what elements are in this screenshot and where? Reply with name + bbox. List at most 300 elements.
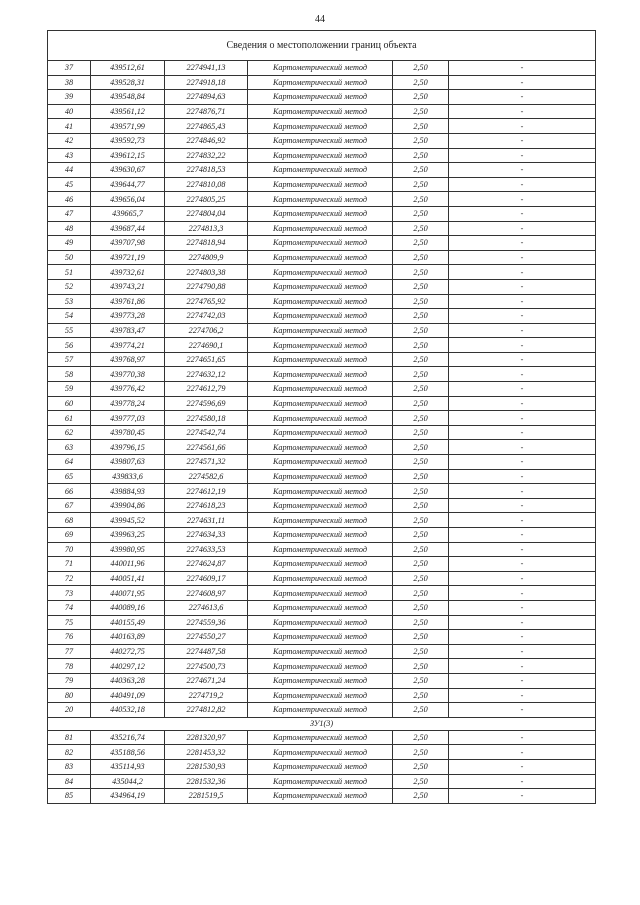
point-number-cell: 54	[48, 309, 91, 324]
table-row	[48, 148, 596, 163]
x-coordinate-cell: 440011,96	[91, 557, 165, 572]
description-cell: -	[449, 221, 596, 236]
method-cell: Картометрический метод	[248, 382, 393, 397]
x-coordinate-cell: 439777,03	[91, 411, 165, 426]
y-coordinate-cell: 2274651,65	[165, 352, 248, 367]
point-number-cell: 77	[48, 644, 91, 659]
table-row	[48, 513, 596, 528]
x-coordinate-cell: 439963,25	[91, 528, 165, 543]
table-row	[48, 673, 596, 688]
table-title: Сведения о местоположении границ объекта	[48, 31, 596, 61]
point-number-cell: 73	[48, 586, 91, 601]
description-cell: -	[449, 703, 596, 718]
accuracy-cell: 2,50	[393, 455, 449, 470]
section-row-group	[48, 717, 596, 730]
point-number-cell: 63	[48, 440, 91, 455]
y-coordinate-cell: 2274612,79	[165, 382, 248, 397]
description-cell: -	[449, 542, 596, 557]
accuracy-cell: 2,50	[393, 352, 449, 367]
point-number-cell: 55	[48, 323, 91, 338]
y-coordinate-cell: 2274810,08	[165, 177, 248, 192]
accuracy-cell: 2,50	[393, 192, 449, 207]
x-coordinate-cell: 439665,7	[91, 206, 165, 221]
description-cell: -	[449, 789, 596, 804]
method-cell: Картометрический метод	[248, 659, 393, 674]
accuracy-cell: 2,50	[393, 163, 449, 178]
table-row	[48, 90, 596, 105]
table-row	[48, 177, 596, 192]
point-number-cell: 46	[48, 192, 91, 207]
point-number-cell: 57	[48, 352, 91, 367]
table-row	[48, 119, 596, 134]
y-coordinate-cell: 2274818,53	[165, 163, 248, 178]
point-number-cell: 51	[48, 265, 91, 280]
x-coordinate-cell: 440272,75	[91, 644, 165, 659]
method-cell: Картометрический метод	[248, 279, 393, 294]
y-coordinate-cell: 2274580,18	[165, 411, 248, 426]
y-coordinate-cell: 2281453,32	[165, 745, 248, 760]
x-coordinate-cell: 439721,19	[91, 250, 165, 265]
description-cell: -	[449, 557, 596, 572]
table-row	[48, 163, 596, 178]
description-cell: -	[449, 382, 596, 397]
description-cell: -	[449, 265, 596, 280]
point-number-cell: 56	[48, 338, 91, 353]
accuracy-cell: 2,50	[393, 644, 449, 659]
accuracy-cell: 2,50	[393, 730, 449, 745]
description-cell: -	[449, 294, 596, 309]
accuracy-cell: 2,50	[393, 206, 449, 221]
y-coordinate-cell: 2274559,36	[165, 615, 248, 630]
point-number-cell: 81	[48, 730, 91, 745]
x-coordinate-cell: 439807,63	[91, 455, 165, 470]
y-coordinate-cell: 2274832,22	[165, 148, 248, 163]
y-coordinate-cell: 2274894,63	[165, 90, 248, 105]
x-coordinate-cell: 440297,12	[91, 659, 165, 674]
table-row	[48, 615, 596, 630]
table-row	[48, 396, 596, 411]
method-cell: Картометрический метод	[248, 469, 393, 484]
y-coordinate-cell: 2274690,1	[165, 338, 248, 353]
point-number-cell: 70	[48, 542, 91, 557]
accuracy-cell: 2,50	[393, 774, 449, 789]
table-row	[48, 61, 596, 76]
table-row	[48, 659, 596, 674]
y-coordinate-cell: 2281530,93	[165, 759, 248, 774]
point-number-cell: 44	[48, 163, 91, 178]
y-coordinate-cell: 2274812,82	[165, 703, 248, 718]
accuracy-cell: 2,50	[393, 382, 449, 397]
description-cell: -	[449, 513, 596, 528]
accuracy-cell: 2,50	[393, 759, 449, 774]
description-cell: -	[449, 644, 596, 659]
point-number-cell: 75	[48, 615, 91, 630]
method-cell: Картометрический метод	[248, 206, 393, 221]
table-row	[48, 352, 596, 367]
y-coordinate-cell: 2274813,3	[165, 221, 248, 236]
method-cell: Картометрический метод	[248, 498, 393, 513]
table-row	[48, 630, 596, 645]
x-coordinate-cell: 440163,89	[91, 630, 165, 645]
point-number-cell: 79	[48, 673, 91, 688]
accuracy-cell: 2,50	[393, 673, 449, 688]
method-cell: Картометрический метод	[248, 177, 393, 192]
section-row	[48, 717, 596, 730]
x-coordinate-cell: 440491,09	[91, 688, 165, 703]
point-number-cell: 72	[48, 571, 91, 586]
method-cell: Картометрический метод	[248, 309, 393, 324]
method-cell: Картометрический метод	[248, 367, 393, 382]
method-cell: Картометрический метод	[248, 673, 393, 688]
x-coordinate-cell: 439528,31	[91, 75, 165, 90]
y-coordinate-cell: 2281320,97	[165, 730, 248, 745]
table-row	[48, 382, 596, 397]
x-coordinate-cell: 439945,52	[91, 513, 165, 528]
method-cell: Картометрический метод	[248, 730, 393, 745]
method-cell: Картометрический метод	[248, 352, 393, 367]
table-row	[48, 309, 596, 324]
accuracy-cell: 2,50	[393, 542, 449, 557]
description-cell: -	[449, 469, 596, 484]
table-row	[48, 133, 596, 148]
table-row	[48, 557, 596, 572]
description-cell: -	[449, 104, 596, 119]
x-coordinate-cell: 435216,74	[91, 730, 165, 745]
table-row	[48, 528, 596, 543]
point-number-cell: 42	[48, 133, 91, 148]
description-cell: -	[449, 586, 596, 601]
point-number-cell: 85	[48, 789, 91, 804]
page-number: 44	[315, 14, 325, 25]
method-cell: Картометрический метод	[248, 323, 393, 338]
table-row	[48, 745, 596, 760]
point-number-cell: 37	[48, 61, 91, 76]
y-coordinate-cell: 2274765,92	[165, 294, 248, 309]
description-cell: -	[449, 455, 596, 470]
y-coordinate-cell: 2274790,88	[165, 279, 248, 294]
point-number-cell: 67	[48, 498, 91, 513]
description-cell: -	[449, 250, 596, 265]
accuracy-cell: 2,50	[393, 75, 449, 90]
method-cell: Картометрический метод	[248, 600, 393, 615]
table-row	[48, 644, 596, 659]
x-coordinate-cell: 439770,38	[91, 367, 165, 382]
table-row	[48, 498, 596, 513]
table-row	[48, 104, 596, 119]
point-number-cell: 76	[48, 630, 91, 645]
table-row	[48, 730, 596, 745]
accuracy-cell: 2,50	[393, 528, 449, 543]
point-number-cell: 39	[48, 90, 91, 105]
y-coordinate-cell: 2274550,27	[165, 630, 248, 645]
x-coordinate-cell: 439768,97	[91, 352, 165, 367]
point-number-cell: 62	[48, 425, 91, 440]
point-number-cell: 53	[48, 294, 91, 309]
y-coordinate-cell: 2274561,66	[165, 440, 248, 455]
description-cell: -	[449, 600, 596, 615]
x-coordinate-cell: 440532,18	[91, 703, 165, 718]
method-cell: Картометрический метод	[248, 265, 393, 280]
accuracy-cell: 2,50	[393, 703, 449, 718]
point-number-cell: 59	[48, 382, 91, 397]
description-cell: -	[449, 133, 596, 148]
method-cell: Картометрический метод	[248, 163, 393, 178]
method-cell: Картометрический метод	[248, 440, 393, 455]
point-number-cell: 41	[48, 119, 91, 134]
method-cell: Картометрический метод	[248, 133, 393, 148]
accuracy-cell: 2,50	[393, 133, 449, 148]
accuracy-cell: 2,50	[393, 600, 449, 615]
x-coordinate-cell: 439743,21	[91, 279, 165, 294]
point-number-cell: 38	[48, 75, 91, 90]
y-coordinate-cell: 2274803,38	[165, 265, 248, 280]
description-cell: -	[449, 759, 596, 774]
accuracy-cell: 2,50	[393, 338, 449, 353]
x-coordinate-cell: 440363,28	[91, 673, 165, 688]
accuracy-cell: 2,50	[393, 250, 449, 265]
accuracy-cell: 2,50	[393, 265, 449, 280]
x-coordinate-cell: 439592,73	[91, 133, 165, 148]
accuracy-cell: 2,50	[393, 440, 449, 455]
table-row	[48, 703, 596, 718]
x-coordinate-cell: 440089,16	[91, 600, 165, 615]
description-cell: -	[449, 630, 596, 645]
accuracy-cell: 2,50	[393, 309, 449, 324]
method-cell: Картометрический метод	[248, 557, 393, 572]
description-cell: -	[449, 323, 596, 338]
point-number-cell: 82	[48, 745, 91, 760]
method-cell: Картометрический метод	[248, 294, 393, 309]
table-row	[48, 411, 596, 426]
y-coordinate-cell: 2274719,2	[165, 688, 248, 703]
table-body-part-1	[48, 61, 596, 718]
x-coordinate-cell: 439776,42	[91, 382, 165, 397]
method-cell: Картометрический метод	[248, 411, 393, 426]
description-cell: -	[449, 367, 596, 382]
x-coordinate-cell: 439783,47	[91, 323, 165, 338]
x-coordinate-cell: 439707,98	[91, 236, 165, 251]
table-row	[48, 542, 596, 557]
point-number-cell: 65	[48, 469, 91, 484]
point-number-cell: 45	[48, 177, 91, 192]
description-cell: -	[449, 745, 596, 760]
y-coordinate-cell: 2274608,97	[165, 586, 248, 601]
section-label: ЗУ1(3)	[48, 717, 596, 730]
y-coordinate-cell: 2281519,5	[165, 789, 248, 804]
point-number-cell: 49	[48, 236, 91, 251]
method-cell: Картометрический метод	[248, 644, 393, 659]
y-coordinate-cell: 2274846,92	[165, 133, 248, 148]
accuracy-cell: 2,50	[393, 294, 449, 309]
table-row	[48, 323, 596, 338]
accuracy-cell: 2,50	[393, 484, 449, 499]
point-number-cell: 69	[48, 528, 91, 543]
description-cell: -	[449, 352, 596, 367]
method-cell: Картометрический метод	[248, 221, 393, 236]
accuracy-cell: 2,50	[393, 688, 449, 703]
accuracy-cell: 2,50	[393, 367, 449, 382]
method-cell: Картометрический метод	[248, 528, 393, 543]
table-row	[48, 367, 596, 382]
point-number-cell: 84	[48, 774, 91, 789]
accuracy-cell: 2,50	[393, 396, 449, 411]
accuracy-cell: 2,50	[393, 104, 449, 119]
description-cell: -	[449, 774, 596, 789]
description-cell: -	[449, 484, 596, 499]
point-number-cell: 64	[48, 455, 91, 470]
x-coordinate-cell: 439656,04	[91, 192, 165, 207]
table-row	[48, 455, 596, 470]
description-cell: -	[449, 571, 596, 586]
boundary-table-sheet	[47, 30, 595, 804]
description-cell: -	[449, 206, 596, 221]
method-cell: Картометрический метод	[248, 338, 393, 353]
description-cell: -	[449, 90, 596, 105]
accuracy-cell: 2,50	[393, 148, 449, 163]
x-coordinate-cell: 440071,95	[91, 586, 165, 601]
boundary-coordinates-table	[47, 30, 596, 804]
method-cell: Картометрический метод	[248, 745, 393, 760]
x-coordinate-cell: 435114,93	[91, 759, 165, 774]
point-number-cell: 20	[48, 703, 91, 718]
method-cell: Картометрический метод	[248, 425, 393, 440]
y-coordinate-cell: 2274582,6	[165, 469, 248, 484]
table-row	[48, 236, 596, 251]
table-row	[48, 75, 596, 90]
x-coordinate-cell: 435044,2	[91, 774, 165, 789]
x-coordinate-cell: 439774,21	[91, 338, 165, 353]
x-coordinate-cell: 435188,56	[91, 745, 165, 760]
table-row	[48, 206, 596, 221]
method-cell: Картометрический метод	[248, 119, 393, 134]
table-row	[48, 250, 596, 265]
accuracy-cell: 2,50	[393, 469, 449, 484]
method-cell: Картометрический метод	[248, 148, 393, 163]
y-coordinate-cell: 2274596,69	[165, 396, 248, 411]
y-coordinate-cell: 2274865,43	[165, 119, 248, 134]
method-cell: Картометрический метод	[248, 571, 393, 586]
table-title-row	[48, 31, 596, 61]
method-cell: Картометрический метод	[248, 396, 393, 411]
y-coordinate-cell: 2274634,33	[165, 528, 248, 543]
y-coordinate-cell: 2274500,73	[165, 659, 248, 674]
y-coordinate-cell: 2274804,04	[165, 206, 248, 221]
description-cell: -	[449, 61, 596, 76]
description-cell: -	[449, 528, 596, 543]
y-coordinate-cell: 2274613,6	[165, 600, 248, 615]
y-coordinate-cell: 2274876,71	[165, 104, 248, 119]
description-cell: -	[449, 615, 596, 630]
accuracy-cell: 2,50	[393, 571, 449, 586]
point-number-cell: 47	[48, 206, 91, 221]
y-coordinate-cell: 2274609,17	[165, 571, 248, 586]
accuracy-cell: 2,50	[393, 557, 449, 572]
y-coordinate-cell: 2274918,18	[165, 75, 248, 90]
table-row	[48, 789, 596, 804]
description-cell: -	[449, 688, 596, 703]
point-number-cell: 71	[48, 557, 91, 572]
accuracy-cell: 2,50	[393, 513, 449, 528]
x-coordinate-cell: 439833,6	[91, 469, 165, 484]
x-coordinate-cell: 439548,84	[91, 90, 165, 105]
description-cell: -	[449, 425, 596, 440]
x-coordinate-cell: 439761,86	[91, 294, 165, 309]
y-coordinate-cell: 2274706,2	[165, 323, 248, 338]
table-row	[48, 440, 596, 455]
x-coordinate-cell: 439561,12	[91, 104, 165, 119]
method-cell: Картометрический метод	[248, 630, 393, 645]
method-cell: Картометрический метод	[248, 513, 393, 528]
x-coordinate-cell: 439884,93	[91, 484, 165, 499]
accuracy-cell: 2,50	[393, 119, 449, 134]
y-coordinate-cell: 2274805,25	[165, 192, 248, 207]
x-coordinate-cell: 434964,19	[91, 789, 165, 804]
table-row	[48, 425, 596, 440]
accuracy-cell: 2,50	[393, 659, 449, 674]
method-cell: Картометрический метод	[248, 615, 393, 630]
x-coordinate-cell: 439980,95	[91, 542, 165, 557]
y-coordinate-cell: 2274742,03	[165, 309, 248, 324]
x-coordinate-cell: 439780,45	[91, 425, 165, 440]
method-cell: Картометрический метод	[248, 542, 393, 557]
point-number-cell: 74	[48, 600, 91, 615]
y-coordinate-cell: 2274618,23	[165, 498, 248, 513]
table-row	[48, 294, 596, 309]
description-cell: -	[449, 440, 596, 455]
description-cell: -	[449, 177, 596, 192]
table-row	[48, 774, 596, 789]
point-number-cell: 61	[48, 411, 91, 426]
y-coordinate-cell: 2274632,12	[165, 367, 248, 382]
y-coordinate-cell: 2281532,36	[165, 774, 248, 789]
method-cell: Картометрический метод	[248, 104, 393, 119]
point-number-cell: 78	[48, 659, 91, 674]
accuracy-cell: 2,50	[393, 236, 449, 251]
point-number-cell: 80	[48, 688, 91, 703]
method-cell: Картометрический метод	[248, 192, 393, 207]
point-number-cell: 50	[48, 250, 91, 265]
point-number-cell: 83	[48, 759, 91, 774]
x-coordinate-cell: 439644,77	[91, 177, 165, 192]
description-cell: -	[449, 279, 596, 294]
accuracy-cell: 2,50	[393, 323, 449, 338]
table-row	[48, 279, 596, 294]
method-cell: Картометрический метод	[248, 250, 393, 265]
table-row	[48, 600, 596, 615]
description-cell: -	[449, 498, 596, 513]
method-cell: Картометрический метод	[248, 774, 393, 789]
y-coordinate-cell: 2274542,74	[165, 425, 248, 440]
table-row	[48, 759, 596, 774]
table-row	[48, 221, 596, 236]
description-cell: -	[449, 75, 596, 90]
x-coordinate-cell: 439773,28	[91, 309, 165, 324]
table-row	[48, 688, 596, 703]
x-coordinate-cell: 439796,15	[91, 440, 165, 455]
description-cell: -	[449, 163, 596, 178]
table-row	[48, 484, 596, 499]
y-coordinate-cell: 2274612,19	[165, 484, 248, 499]
accuracy-cell: 2,50	[393, 745, 449, 760]
x-coordinate-cell: 439571,99	[91, 119, 165, 134]
accuracy-cell: 2,50	[393, 586, 449, 601]
y-coordinate-cell: 2274671,24	[165, 673, 248, 688]
x-coordinate-cell: 440051,41	[91, 571, 165, 586]
x-coordinate-cell: 440155,49	[91, 615, 165, 630]
accuracy-cell: 2,50	[393, 411, 449, 426]
point-number-cell: 48	[48, 221, 91, 236]
y-coordinate-cell: 2274941,13	[165, 61, 248, 76]
